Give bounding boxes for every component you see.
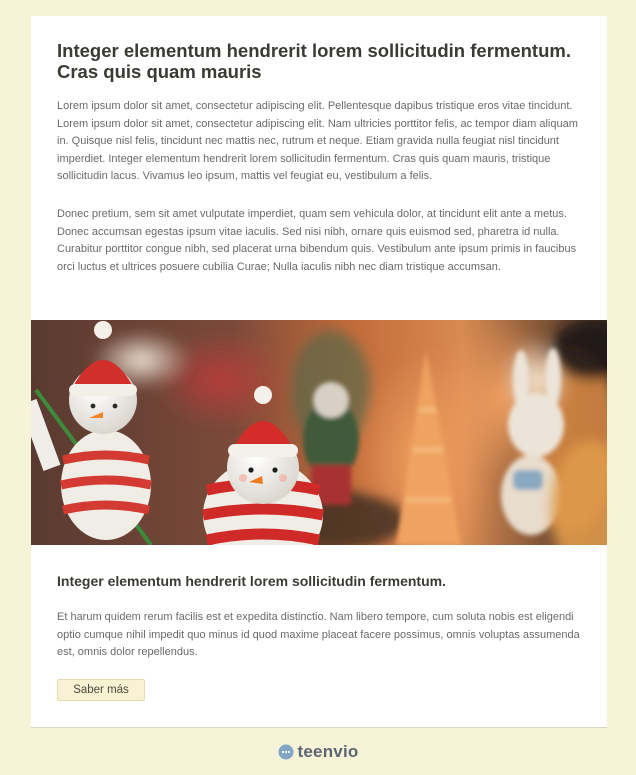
brand-name: teenvio	[297, 742, 359, 761]
dots-bubble-icon	[278, 744, 294, 760]
email-card	[31, 16, 607, 728]
second-paragraph: Donec pretium, sem sit amet vulputate imperdiet, quam sem vehicula dolor, at tincidunt elit ante a metus. Donec accumsan egestas ipsum vitae iaculis. Sed nisi nibh, ornare quis euismod sed, pharetra id nulla. Curabitur porttitor congue nibh, sed placerat urna bibendum quis. Vestibulum ante ipsum primis in faucibus orci luctus et ultrices posuere cubilia Curae; Nulla iaculis nibh nec diam tristique accumsan.	[57, 208, 577, 273]
hero-image	[31, 320, 607, 545]
email-footer	[0, 738, 636, 766]
email-headline: Integer elementum hendrerit lorem sollicitudin fermentum. Cras quis quam mauris	[57, 40, 571, 82]
snowman-figurines-photo	[31, 320, 607, 545]
section-subheadline: Integer elementum hendrerit lorem sollicitudin fermentum.	[57, 573, 446, 589]
saber-mas-button[interactable]: Saber más	[57, 679, 145, 701]
intro-paragraph: Lorem ipsum dolor sit amet, consectetur adipiscing elit. Pellentesque dapibus tristique eros vitae tincidunt. Lorem ipsum dolor sit amet, consectetur adipiscing elit. Nam ultricies porttitor felis, ac tempor diam aliquam in. Quisque nisl felis, tincidunt nec mattis nec, rutrum et neque. Etiam gravida nulla feugiat nisl tincidunt imperdiet. Integer elementum hendrerit lorem sollicitudin fermentum. Cras quis quam mauris, tristique sollicitudin lacus. Vivamus leo ipsum, mattis vel feugiat eu, vestibulum a felis.	[57, 100, 578, 183]
teenvio-logo-link[interactable]	[278, 742, 359, 762]
section-paragraph: Et harum quidem rerum facilis est et expedita distinctio. Nam libero tempore, cum soluta nobis est eligendi optio cumque nihil impedit quo minus id quod maxime placeat facere possimus, omnis voluptas assumenda est, omnis dolor repellendus.	[57, 611, 580, 659]
